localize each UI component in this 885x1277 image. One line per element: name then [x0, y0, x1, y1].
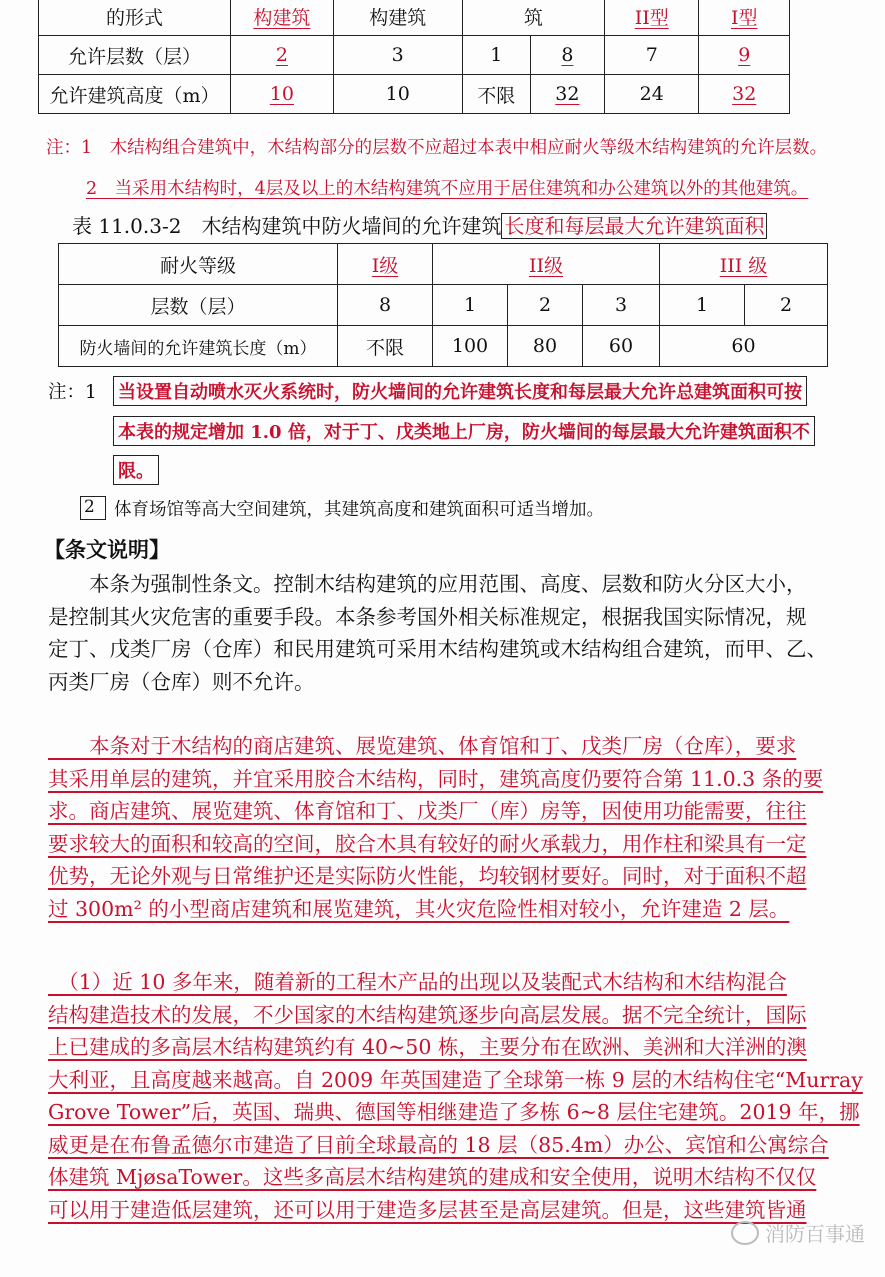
para-line: 优势，无论外观与日常维护还是实际防火性能，均较钢材要好。同时，对于面积不超 — [48, 864, 807, 888]
table-cell: 1 — [660, 285, 745, 326]
para-line: 威更是在布鲁孟德尔市建造了目前全球最高的 18 层（85.4m）办公、宾馆和公寓综合 — [48, 1132, 829, 1157]
para-line: 定丁、戊类厂房（仓库）和民用建筑可采用木结构建筑或木结构组合建筑，而甲、乙、 — [48, 637, 827, 661]
table-cell: 2 — [231, 36, 334, 75]
table-cell: 防火墙间的允许建筑长度（m） — [59, 326, 338, 367]
note-2: 2 当采用木结构时，4层及以上的木结构建筑不应用于居住建筑和办公建筑以外的其他建筑。 — [86, 179, 809, 199]
table-row — [59, 326, 828, 367]
table-row — [39, 75, 790, 114]
table-caption — [72, 210, 767, 239]
table-cell: I型 — [699, 0, 790, 36]
para-line: 求。商店建筑、展览建筑、体育馆和丁、戊类厂（库）房等，因使用功能需要，往往 — [48, 799, 807, 823]
table-row — [39, 0, 790, 36]
table-cell: 不限 — [338, 326, 433, 367]
table-cell: III 级 — [660, 244, 828, 285]
paragraph-2 — [48, 730, 838, 925]
para-line: 过 300m² 的小型商店建筑和展览建筑，其火灾危险性相对较小，允许建造 2 层。 — [48, 896, 790, 921]
table-cell: 不限 — [462, 75, 530, 114]
table-row — [59, 244, 828, 285]
table-cell: 10 — [333, 75, 462, 114]
para-line: 可以用于建造低层建筑，还可以用于建造多层甚至是高层建筑。但是，这些建筑皆通 — [48, 1197, 807, 1222]
table-cell: 允许层数（层） — [39, 36, 231, 75]
table-cell: 3 — [583, 285, 660, 326]
table-cell: II型 — [604, 0, 699, 36]
table-cell: 2 — [508, 285, 583, 326]
table-cell: 1 — [462, 36, 530, 75]
table-cell: 8 — [530, 36, 604, 75]
caption-text: 表 11.0.3-2 木结构建筑中防火墙间的允许建筑 — [72, 214, 502, 238]
para-line: 是控制其火灾危害的重要手段。本条参考国外相关标准规定，根据我国实际情况，规 — [48, 604, 807, 629]
watermark-text: 消防百事通 — [765, 1222, 865, 1246]
para-line: Grove Tower”后，英国、瑞典、德国等相继建造了多栋 6~8 层住宅建筑。2019 年，挪 — [48, 1100, 860, 1124]
table-cell: 60 — [583, 326, 660, 367]
table-cell: 60 — [660, 326, 828, 367]
caption-highlight: 长度和每层最大允许建筑面积 — [501, 213, 767, 239]
table-fire-rating-floors — [38, 0, 790, 114]
table-cell: 3 — [333, 36, 462, 75]
para-line: 本条为强制性条文。控制木结构建筑的应用范围、高度、层数和防火分区大小， — [48, 572, 807, 596]
note2-item2-label: 2 — [80, 496, 106, 520]
watermark — [731, 1218, 865, 1247]
table-cell: 7 — [604, 36, 699, 75]
table-cell: 32 — [699, 75, 790, 114]
para-line: 本条对于木结构的商店建筑、展览建筑、体育馆和丁、戊类厂房（仓库），要求 — [48, 734, 797, 758]
table-cell: 的形式 — [39, 0, 231, 36]
note2-item2-text: 体育场馆等高大空间建筑，其建筑高度和建筑面积可适当增加。 — [114, 500, 604, 520]
table-cell: 8 — [338, 285, 433, 326]
note-1: 注：1 木结构组合建筑中，木结构部分的层数不应超过本表中相应耐火等级木结构建筑的允许层数。 — [46, 138, 828, 158]
table-cell: 构建筑 — [231, 0, 334, 36]
table-cell: II级 — [433, 244, 660, 285]
table-cell: 允许建筑高度（m） — [39, 75, 231, 114]
note2-box-line-1: 当设置自动喷水灭火系统时，防火墙间的允许建筑长度和每层最大允许总建筑面积可按 — [113, 376, 807, 406]
para-line: 结构建造技术的发展，不少国家的木结构建筑逐步向高层发展。据不完全统计，国际 — [48, 1002, 807, 1027]
table-cell: 9 — [699, 36, 790, 75]
para-line: 其采用单层的建筑，并宜采用胶合木结构，同时，建筑高度仍要符合第 11.0.3 条的要 — [48, 766, 824, 791]
table-cell: 32 — [530, 75, 604, 114]
paragraph-3 — [48, 966, 863, 1226]
para-line: （1）近 10 多年来，随着新的工程木产品的出现以及装配式木结构和木结构混合 — [48, 970, 787, 994]
table-cell: 2 — [745, 285, 828, 326]
table-cell: 构建筑 — [333, 0, 462, 36]
table-firewall-length — [58, 243, 828, 367]
note2-box-line-3: 限。 — [113, 455, 159, 485]
para-line: 要求较大的面积和较高的空间，胶合木具有较好的耐火承载力，用作柱和梁具有一定 — [48, 831, 807, 856]
table-row — [59, 285, 828, 326]
table-cell: 80 — [508, 326, 583, 367]
table-cell: 筑 — [462, 0, 604, 36]
table-cell: 1 — [433, 285, 508, 326]
wechat-icon — [731, 1221, 759, 1245]
para-line: 丙类厂房（仓库）则不允许。 — [48, 669, 315, 694]
table-cell: 100 — [433, 326, 508, 367]
paragraph-1 — [48, 568, 838, 698]
para-line: 大利亚，且高度越来越高。自 2009 年英国建造了全球第一栋 9 层的木结构住宅“Murray — [48, 1067, 863, 1092]
note2-label: 注：1 — [48, 382, 97, 403]
table-cell: I级 — [338, 244, 433, 285]
para-line: 体建筑 MjøsaTower。这些多高层木结构建筑的建成和安全使用，说明木结构不仅仅 — [48, 1165, 817, 1189]
table-cell: 10 — [231, 75, 334, 114]
note2-box-line-2: 本表的规定增加 1.0 倍，对于丁、戊类地上厂房，防火墙间的每层最大允许建筑面积不 — [113, 416, 815, 446]
table-cell: 层数（层） — [59, 285, 338, 326]
section-title: 【条文说明】 — [44, 537, 170, 562]
table-row — [39, 36, 790, 75]
table-cell: 耐火等级 — [59, 244, 338, 285]
para-line: 上已建成的多高层木结构建筑约有 40~50 栋，主要分布在欧洲、美洲和大洋洲的澳 — [48, 1035, 807, 1059]
table-cell: 24 — [604, 75, 699, 114]
